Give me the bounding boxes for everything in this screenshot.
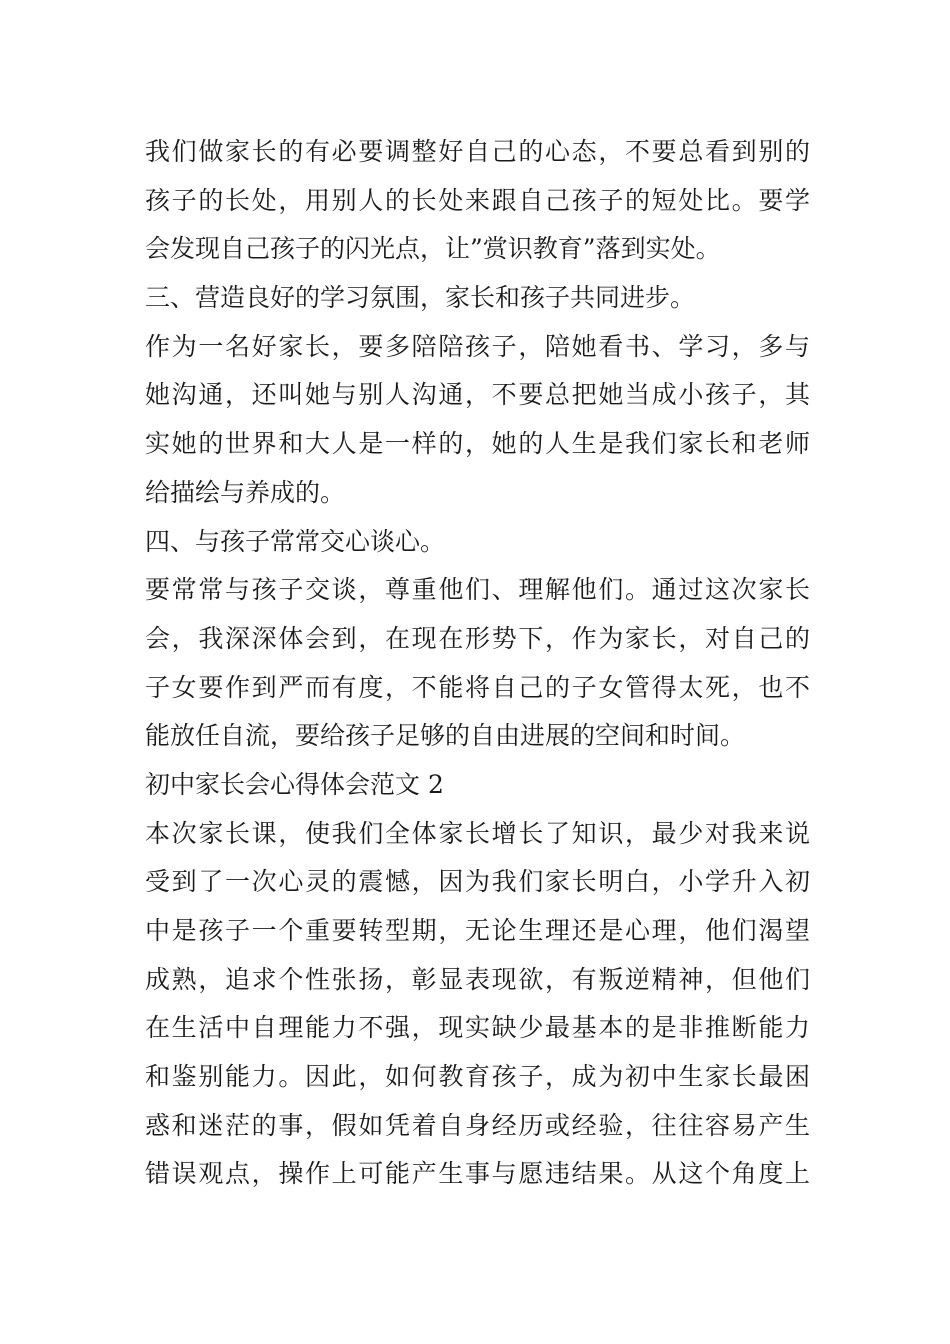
text-line: 会发现自己孩子的闪光点，让”赏识教育”落到实处。 [145, 234, 721, 264]
text-line: 要常常与孩子交谈，尊重他们、理解他们。通过这次家长 [145, 575, 810, 605]
text-line: 受到了一次心灵的震憾，因为我们家长明白，小学升入初 [145, 867, 810, 897]
text-line: 孩子的长处，用别人的长处来跟自己孩子的短处比。要学 [145, 185, 810, 215]
text-line: 在生活中自理能力不强，现实缺少最基本的是非推断能力 [145, 1013, 810, 1043]
text-line: 实她的世界和大人是一样的，她的人生是我们家长和老师 [145, 429, 810, 459]
text-line: 会，我深深体会到，在现在形势下，作为家长，对自己的 [145, 623, 810, 653]
document-body [145, 128, 810, 1199]
text-line: 成熟，追求个性张扬，彰显表现欲，有叛逆精神，但他们 [145, 964, 810, 994]
article-title: 初中家长会心得体会范文 2 [145, 769, 444, 799]
text-line: 惑和迷茫的事，假如凭着自身经历或经验，往往容易产生 [145, 1110, 810, 1140]
text-line: 作为一名好家长，要多陪陪孩子，陪她看书、学习，多与 [145, 331, 810, 361]
text-line: 和鉴别能力。因此，如何教育孩子，成为初中生家长最困 [145, 1062, 810, 1092]
section-heading: 四、与孩子常常交心谈心。 [145, 526, 446, 556]
section-heading: 三、营造良好的学习氛围，家长和孩子共同进步。 [145, 283, 696, 313]
text-line: 她沟通，还叫她与别人沟通，不要总把她当成小孩子，其 [145, 380, 810, 410]
text-line: 本次家长课，使我们全体家长增长了知识，最少对我来说 [145, 818, 810, 848]
text-line: 能放任自流，要给孩子足够的自由进展的空间和时间。 [145, 721, 746, 751]
text-line: 中是孩子一个重要转型期，无论生理还是心理，他们渴望 [145, 916, 810, 945]
text-line: 给描绘与养成的。 [145, 477, 346, 507]
text-line: 子女要作到严而有度，不能将自己的子女管得太死，也不 [145, 672, 810, 702]
text-line: 错误观点，操作上可能产生事与愿违结果。从这个角度上 [145, 1159, 810, 1189]
text-line: 我们做家长的有必要调整好自己的心态，不要总看到别的 [145, 137, 810, 166]
